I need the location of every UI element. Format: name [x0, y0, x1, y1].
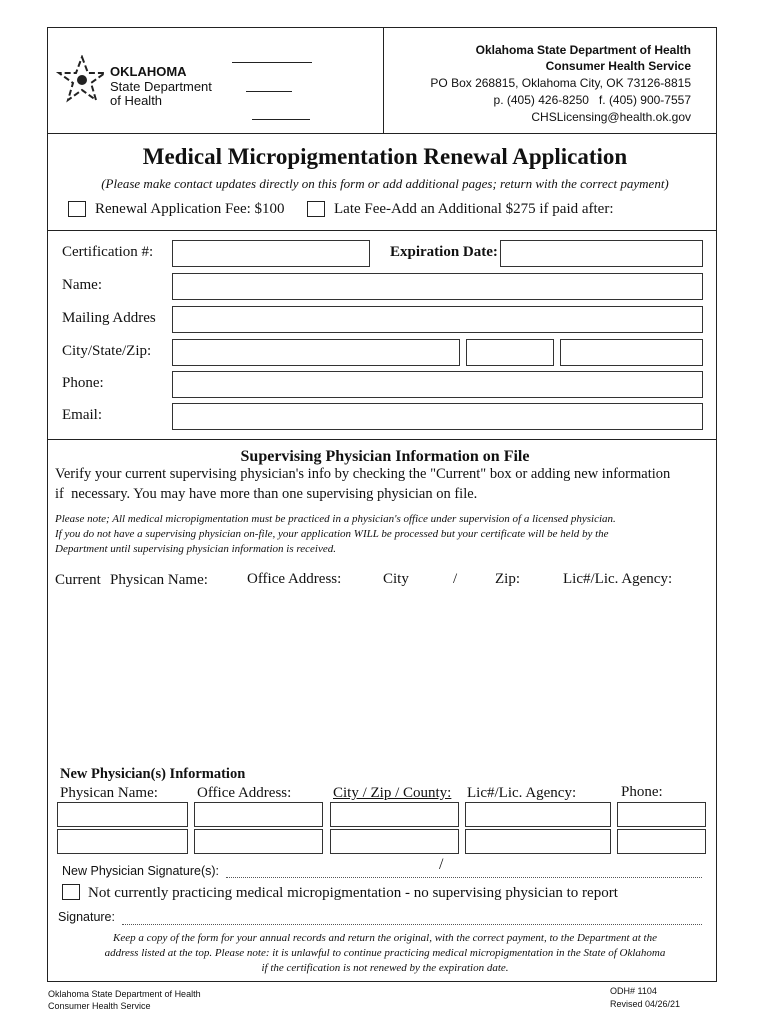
city-input[interactable] — [172, 339, 460, 366]
page-title: Medical Micropigmentation Renewal Application — [142, 144, 628, 169]
expiration-input[interactable] — [500, 240, 703, 267]
new-signature-label: New Physician Signature(s): — [62, 864, 220, 878]
city-state-zip-label: City/State/Zip: — [62, 343, 152, 359]
new-physician-heading: New Physician(s) Information — [60, 766, 246, 782]
new-city-input-1[interactable] — [330, 802, 459, 827]
certification-label: Certification #: — [62, 244, 154, 260]
name-input[interactable] — [172, 273, 703, 300]
new-col-city: City / Zip / County: — [333, 785, 452, 801]
supervising-intro-2: if necessary. You may have more than one supervising physician on file. — [55, 486, 478, 502]
new-lic-input-2[interactable] — [465, 829, 611, 854]
contact-address: PO Box 268815, Oklahoma City, OK 73126-8815 — [430, 76, 691, 90]
signature-line[interactable] — [122, 924, 702, 925]
osdh-logo — [55, 55, 115, 105]
footer-right-2: Revised 04/26/21 — [610, 999, 681, 1009]
new-lic-input-1[interactable] — [465, 802, 611, 827]
new-col-name: Physican Name: — [60, 785, 158, 801]
col-physician-name: Physican Name: — [110, 572, 208, 588]
col-slash: / — [453, 571, 458, 587]
contact-phones: p. (405) 426-8250 f. (405) 900-7557 — [493, 93, 691, 107]
supervising-note-2: If you do not have a supervising physician on-file, your application WILL be processed but your certificate will be held by the — [55, 528, 609, 540]
certification-input[interactable] — [172, 240, 370, 267]
supervising-heading: Supervising Physician Information on File — [240, 448, 530, 465]
email-label: Email: — [62, 407, 102, 423]
late-fee-checkbox[interactable] — [307, 201, 325, 217]
name-label: Name: — [62, 277, 102, 293]
email-input[interactable] — [172, 403, 703, 430]
new-office-input-2[interactable] — [194, 829, 323, 854]
col-current: Current — [55, 572, 101, 588]
footer-right-1: ODH# 1104 — [610, 986, 657, 996]
applicant-bottom-line — [47, 439, 717, 440]
contact-dept: Oklahoma State Department of Health — [475, 43, 691, 57]
supervising-note-1: Please note; All medical micropigmentation must be practiced in a physician's office under supervision of a licensed physician. — [55, 513, 616, 525]
late-fee-label: Late Fee-Add an Additional $275 if paid after: — [334, 201, 614, 217]
new-col-lic: Lic#/Lic. Agency: — [467, 785, 577, 801]
new-col-office: Office Address: — [197, 785, 292, 801]
mailing-input[interactable] — [172, 306, 703, 333]
contact-service: Consumer Health Service — [545, 59, 691, 73]
contact-email: CHSLicensing@health.ok.gov — [531, 110, 691, 124]
footer-note-3: if the certification is not renewed by the expiration date. — [261, 962, 509, 974]
form-subtitle: (Please make contact updates directly on this form or add additional pages; return with the correct payment) — [101, 176, 669, 191]
footer-note-2: address listed at the top. Please note: it is unlawful to continue practicing medical micropigmentation in the State of Oklahoma — [104, 947, 666, 959]
renewal-fee-checkbox[interactable] — [68, 201, 86, 217]
zip-input[interactable] — [560, 339, 703, 366]
col-office-address: Office Address: — [247, 571, 342, 587]
supervising-note-3: Department until supervising physician information is received. — [55, 543, 336, 555]
phone-input[interactable] — [172, 371, 703, 398]
logo-rule-2 — [246, 91, 292, 92]
new-signature-slash: / — [439, 856, 444, 873]
signature-label: Signature: — [58, 910, 115, 924]
footer-left-2: Consumer Health Service — [48, 1001, 151, 1011]
header-bottom-line — [47, 133, 717, 134]
col-city: City — [383, 571, 409, 587]
new-name-input-2[interactable] — [57, 829, 188, 854]
expiration-label: Expiration Date: — [390, 244, 498, 260]
new-name-input-1[interactable] — [57, 802, 188, 827]
renewal-fee-label: Renewal Application Fee: $100 — [95, 201, 285, 217]
not-practicing-checkbox[interactable] — [62, 884, 80, 900]
footer-note-1: Keep a copy of the form for your annual records and return the original, with the correct payment, to the Department at the — [112, 932, 657, 944]
logo-line1: OKLAHOMA — [110, 64, 187, 79]
logo-rule-3 — [252, 119, 310, 120]
star-logo-icon — [55, 55, 109, 105]
supervising-intro-1: Verify your current supervising physician's info by checking the "Current" box or adding new information — [55, 466, 671, 482]
state-input[interactable] — [466, 339, 554, 366]
col-zip: Zip: — [495, 571, 520, 587]
phone-label: Phone: — [62, 375, 104, 391]
new-phone-input-2[interactable] — [617, 829, 706, 854]
logo-rule-1 — [232, 62, 312, 63]
header-divider — [383, 27, 384, 133]
new-office-input-1[interactable] — [194, 802, 323, 827]
not-practicing-label: Not currently practicing medical micropigmentation - no supervising physician to report — [88, 885, 618, 901]
col-lic: Lic#/Lic. Agency: — [563, 571, 673, 587]
footer-left-1: Oklahoma State Department of Health — [48, 989, 201, 999]
logo-line3: of Health — [110, 93, 163, 108]
logo-line2: State Department — [110, 79, 212, 94]
new-signature-line[interactable] — [226, 877, 702, 878]
new-col-phone: Phone: — [621, 784, 663, 800]
new-city-input-2[interactable] — [330, 829, 459, 854]
fee-bottom-line — [47, 230, 717, 231]
new-phone-input-1[interactable] — [617, 802, 706, 827]
mailing-label: Mailing Addres — [62, 310, 156, 326]
